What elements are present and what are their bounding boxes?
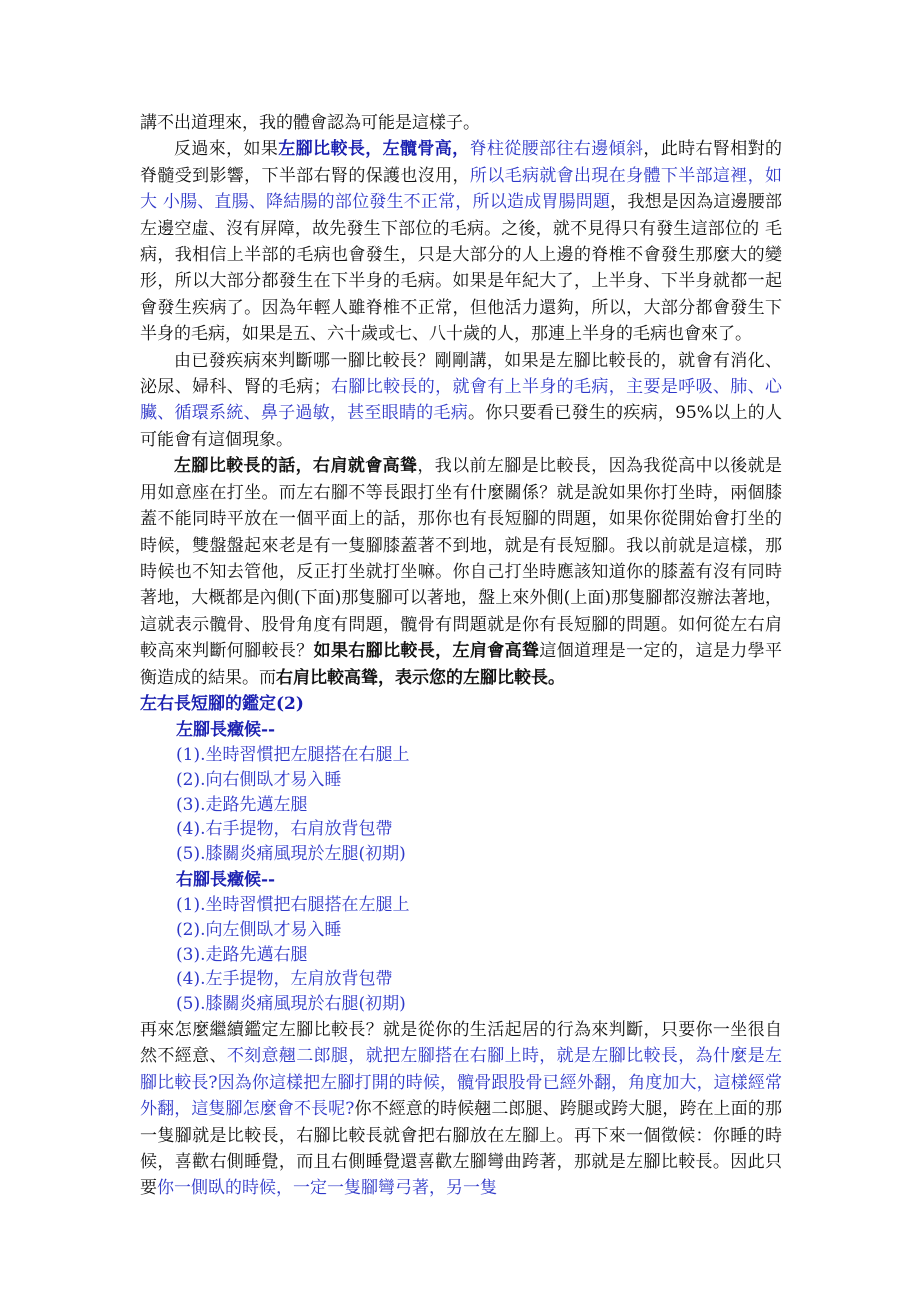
p2-highlight-left-leg: 左腳比較長，左髖骨高， bbox=[278, 139, 470, 160]
p5-highlight-2: 你一側臥的時候，一定一隻腳彎弓著，另一隻 bbox=[157, 1178, 497, 1199]
p2-highlight-lower-body: 所以毛病就會出現在身體下半部這裡，如大 小腸、直腸、降結腸的部位發生不正常，所以造成胃腸問題 bbox=[140, 165, 783, 213]
p3-highlight-right-leg: 右腳比較長的，就會有上半身的毛病，主要是呼吸、肺、心臟、循環系統、鼻子過敏，甚至眼睛的毛病 bbox=[140, 377, 783, 424]
left-leg-list-title: 左腳長癥候-- bbox=[176, 719, 276, 740]
p2-text-1: 反過來，如果 bbox=[174, 139, 279, 160]
p5-text-2: 你不經意的時候翹二郎腿、跨腿或跨大腿，跨在上面的那一隻腳就是比較長，右腳比較長就會把右腳放在左腳上。再下來一個徵候：你睡的時候，喜歡右側睡覺，而且右側睡覺還喜歡左腳彎曲跨著，那就是左腳比較長。因此只要 bbox=[140, 1099, 782, 1199]
list-item: (4).左手提物，左肩放背包帶 bbox=[176, 969, 393, 990]
list-item: (2).向右側臥才易入睡 bbox=[176, 769, 342, 790]
p4-bold-2: 如果右腳比較長，左肩會高聳 bbox=[313, 641, 540, 662]
p4-text-2: 這個道理是一定的，這是力學平衡造成的結果。而 bbox=[140, 641, 783, 688]
p5-highlight-1: 不刻意翹二郎腿，就把左腳搭在右腳上時，就是左腳比較長，為什麼是左腳比較長?因為你這樣把左腳打開的時候，髖骨跟股骨已經外翻，角度加大，這樣經常外翻，這隻腳怎麼會不長呢? bbox=[140, 1046, 783, 1120]
p5-text-1: 再來怎麼繼續鑑定左腳比較長？就是從你的生活起居的行為來判斷，只要你一坐很自然不經意、 bbox=[140, 1019, 782, 1067]
p2-text-2: ，此時右腎相對的脊髓受到影響，下半部右腎的保護也沒用， bbox=[140, 139, 783, 186]
paragraph-5 bbox=[140, 1017, 782, 1202]
paragraph-4 bbox=[140, 453, 782, 691]
p1-text: 講不出道理來，我的體會認為可能是這樣子。 bbox=[140, 113, 480, 133]
p4-text-1: ，我以前左腳是比較長，因為我從高中以後就是用如意座在打坐。而左右腳不等長跟打坐有什麼關係？就是說如果你打坐時，兩個膝蓋不能同時平放在一個平面上的話，那你也有長短腳的問題，如果你從開始會打坐的時候，雙盤盤起來老是有一隻腳膝蓋著不到地，就是有長短腳。我以前就是這樣，那時候也不知去管他，反正打坐就打坐嘛。你自己打坐時應該知道你的膝蓋有沒有同時著地，大概都是內側(下面)那隻腳可以著地，盤上來外側(上面)那隻腳都沒辦法著地，這就表示髖骨、股骨角度有問題，髖骨有問題就是你有長短腳的問題。如何從左右肩較高來判斷何腳較長？ bbox=[140, 456, 783, 662]
left-leg-symptom-list bbox=[140, 743, 782, 867]
section-title: 左右長短腳的鑑定(2) bbox=[140, 693, 304, 714]
p3-text-1: 由已發疾病來判斷哪一腳比較長？剛剛講，如果是左腳比較長的，就會有消化、泌尿、婦科、腎的毛病； bbox=[140, 350, 782, 398]
list-item: (5).膝關炎痛風現於右腿(初期) bbox=[176, 994, 406, 1015]
p3-text-2: 。你只要看已發生的疾病，95%以上的人可能會有這個現象。 bbox=[140, 403, 782, 450]
right-leg-list-title: 右腳長癥候-- bbox=[176, 869, 276, 890]
paragraph-1 bbox=[140, 110, 782, 136]
p4-bold-3: 右肩比較高聳，表示您的左腳比較長。 bbox=[276, 667, 565, 688]
p2-highlight-spine: 脊柱從腰部往右邊傾斜 bbox=[469, 139, 644, 160]
paragraph-2 bbox=[140, 136, 782, 347]
right-leg-symptom-list bbox=[140, 893, 782, 1017]
list-item: (4).右手提物，右肩放背包帶 bbox=[176, 819, 393, 840]
p4-bold-1: 左腳比較長的話，右肩就會高聳 bbox=[174, 456, 418, 477]
p2-text-3: ，我想是因為這邊腰部左邊空虛、沒有屏障，故先發生下部位的毛病。之後，就不見得只有發生這部位的 毛病，我相信上半部的毛病也會發生，只是大部分的人上邊的脊椎不會發生那麼大的變形，所以大部分都發生在下半身的毛病。如果是年紀大了，上半身、下半身就都一起會發生疾病了。因為年輕人雖脊椎不正常，但他活力還夠，所以，大部分都會發生下半身的毛病，如果是五、六十歲或七、八十歲的人，那連上半身的毛病也會來了。 bbox=[140, 192, 783, 345]
list-item: (1).坐時習慣把左腿搭在右腿上 bbox=[176, 744, 410, 765]
list-item: (5).膝關炎痛風現於左腿(初期) bbox=[176, 844, 406, 865]
list-item: (2).向左側臥才易入睡 bbox=[176, 919, 342, 940]
list-item: (1).坐時習慣把右腿搭在左腿上 bbox=[176, 894, 410, 915]
list-item: (3).走路先邁左腿 bbox=[176, 794, 308, 815]
list-item: (3).走路先邁右腿 bbox=[176, 944, 308, 965]
paragraph-3 bbox=[140, 348, 782, 454]
